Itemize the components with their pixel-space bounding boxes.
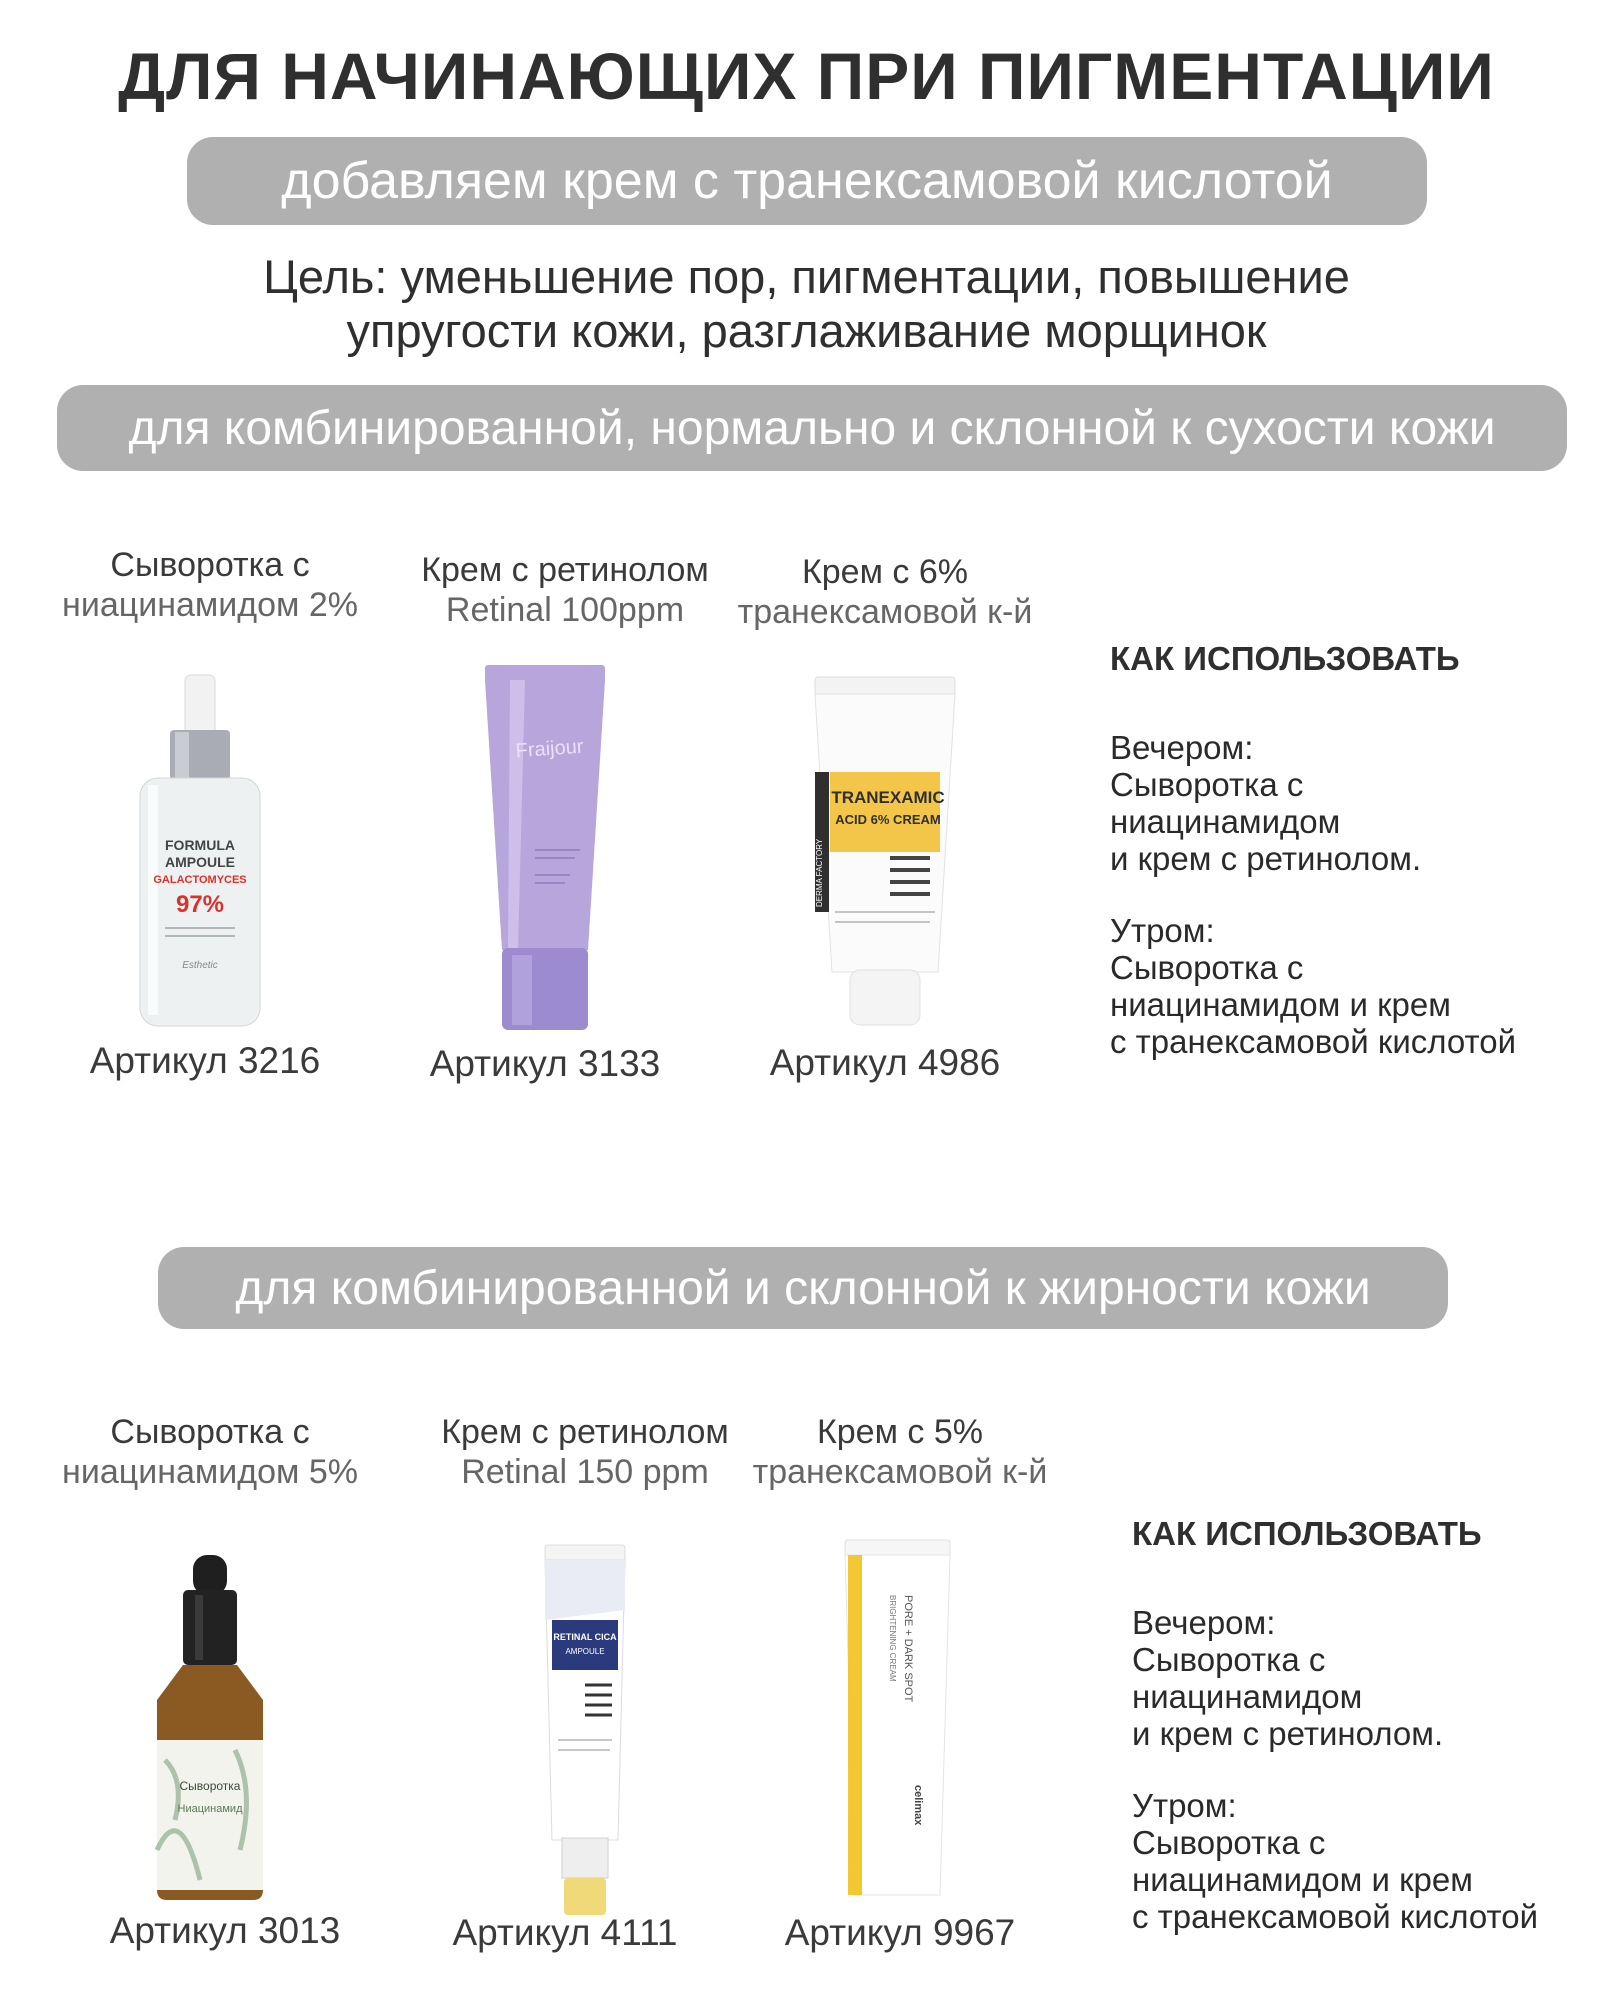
formula-text-1: FORMULA — [165, 837, 235, 853]
product-label-s1-cream — [710, 552, 1060, 632]
retinal-cica-tube-image — [540, 1540, 630, 1920]
section1-header — [57, 385, 1567, 471]
product-name-line1: Крем с ретинолом — [441, 1413, 729, 1451]
formula-text-4: 97% — [175, 891, 225, 918]
product-name-line2: ниацинамидом 5% — [62, 1453, 358, 1491]
product-name-line2: Retinal 100ppm — [445, 591, 685, 629]
sku-s2-cream: Артикул 9967 — [784, 1912, 1016, 1953]
fraijour-logo: Fraijour — [514, 735, 585, 763]
formula-text-3: GALACTOMYCES — [153, 874, 247, 886]
product-label-s2-serum — [30, 1412, 390, 1492]
section2-header — [158, 1247, 1448, 1329]
product-label-s1-retinol — [380, 550, 750, 630]
tranexamic-cream-image — [810, 672, 960, 1032]
evening-label: Вечером: — [1132, 1604, 1276, 1641]
morning-text: Сыворотка с ниацинамидом и крем с транексамовой кислотой — [1132, 1824, 1539, 1935]
section1-header-text: для комбинированной, нормально и склонной к сухости кожи — [128, 401, 1496, 455]
howto-s2 — [1132, 1515, 1602, 1935]
morning-label: Утром: — [1132, 1787, 1237, 1824]
celimax-cream-image — [840, 1535, 955, 1910]
goal-text — [0, 250, 1613, 358]
product-name-line2: ниацинамидом 2% — [62, 586, 358, 624]
retinal-label-1: RETINAL CICA — [553, 1632, 617, 1642]
product-name-line2: Retinal 150 ppm — [461, 1453, 709, 1491]
celimax-brand: celimax — [912, 1785, 924, 1826]
subtitle-text: добавляем крем с транексамовой кислотой — [281, 152, 1333, 210]
morning-label: Утром: — [1110, 912, 1215, 949]
celimax-label-2: BRIGHTENING CREAM — [888, 1595, 897, 1682]
evening-text: Сыворотка с ниацинамидом и крем с ретинолом. — [1110, 766, 1422, 877]
howto-heading: КАК ИСПОЛЬЗОВАТЬ — [1110, 640, 1460, 677]
product-name-line2: транексамовой к-й — [752, 1453, 1048, 1491]
dropper-label-1: Сыворотка — [179, 1779, 241, 1793]
sku-s1-serum: Артикул 3216 — [89, 1040, 321, 1081]
evening-text: Сыворотка с ниацинамидом и крем с ретинолом. — [1132, 1641, 1444, 1752]
retinal-label-2: AMPOULE — [565, 1647, 605, 1656]
serum-bottle-image — [130, 670, 270, 1030]
product-label-s1-serum — [30, 545, 390, 625]
formula-text-2: AMPOULE — [165, 854, 235, 870]
product-label-s2-cream — [725, 1412, 1075, 1492]
product-name-line1: Сыворотка с — [110, 1413, 310, 1451]
product-label-s2-retinol — [395, 1412, 775, 1492]
retinol-tube-image — [470, 660, 620, 1035]
sku-s2-retinol: Артикул 4111 — [452, 1912, 678, 1953]
page-title: ДЛЯ НАЧИНАЮЩИХ ПРИ ПИГМЕНТАЦИИ — [118, 39, 1495, 113]
sku-s1-retinol: Артикул 3133 — [429, 1043, 661, 1084]
sku-s1-cream: Артикул 4986 — [769, 1042, 1001, 1083]
evening-label: Вечером: — [1110, 729, 1254, 766]
tranexamic-line2: ACID 6% CREAM — [835, 812, 941, 827]
tranexamic-line1: TRANEXAMIC — [831, 788, 945, 807]
sku-s2-serum: Артикул 3013 — [109, 1910, 341, 1951]
celimax-label-1: PORE + DARK SPOT — [902, 1595, 914, 1703]
product-name-line1: Крем с ретинолом — [421, 551, 709, 589]
tranexamic-brand: DERMA FACTORY — [815, 838, 824, 907]
goal-text-body: Цель: уменьшение пор, пигментации, повышение упругости кожи, разглаживание морщинок — [263, 250, 1350, 357]
product-name-line1: Крем с 6% — [801, 553, 969, 591]
dropper-label-2: Ниацинамид — [177, 1803, 243, 1815]
morning-text: Сыворотка с ниацинамидом и крем с транексамовой кислотой — [1110, 949, 1517, 1060]
section2-header-text: для комбинированной и склонной к жирности кожи — [235, 1261, 1371, 1315]
dropper-bottle-image — [145, 1550, 275, 1905]
product-name-line2: транексамовой к-й — [737, 593, 1033, 631]
howto-heading: КАК ИСПОЛЬЗОВАТЬ — [1132, 1515, 1482, 1552]
product-name-line1: Сыворотка с — [110, 546, 310, 584]
product-name-line1: Крем с 5% — [816, 1413, 984, 1451]
subtitle-pill — [187, 137, 1427, 225]
howto-s1 — [1110, 640, 1590, 1060]
formula-brand: Esthetic — [182, 960, 218, 971]
